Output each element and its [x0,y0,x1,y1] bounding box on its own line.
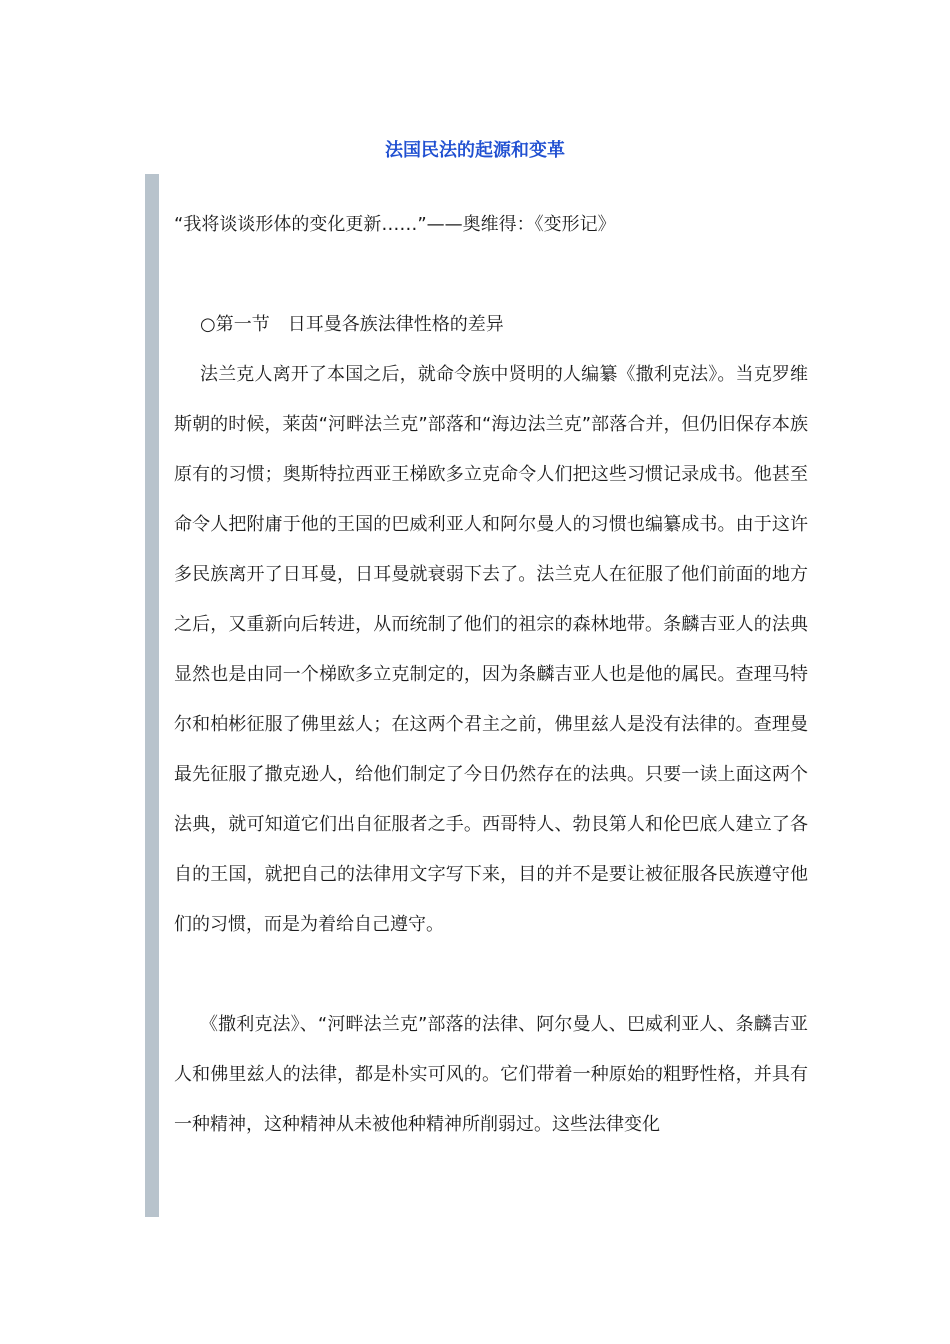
blockquote-bar [145,174,159,1217]
paragraph: 《撒利克法》、“河畔法兰克”部落的法律、阿尔曼人、巴威利亚人、条麟吉亚人和佛里兹人的法律，都是朴实可风的。它们带着一种原始的粗野性格，并具有一种精神，这种精神从未被他种精神所削弱过。这些法律变化 [174,1014,808,1135]
page-title: 法国民法的起源和变革 [385,140,565,161]
section-heading: ○第一节 日耳曼各族法律性格的差异 [200,314,504,335]
paragraph: 法兰克人离开了本国之后，就命令族中贤明的人编纂《撒利克法》。当克罗维斯朝的时候，莱茵“河畔法兰克”部落和“海边法兰克”部落合并，但仍旧保存本族原有的习惯；奥斯特拉西亚王梯欧多立克命令人们把这些习惯记录成书。他甚至命令人把附庸于他的王国的巴威利亚人和阿尔曼人的习惯也编纂成书。由于这许多民族离开了日耳曼，日耳曼就衰弱下去了。法兰克人在征服了他们前面的地方之后，又重新向后转进，从而统制了他们的祖宗的森林地带。条麟吉亚人的法典显然也是由同一个梯欧多立克制定的，因为条麟吉亚人也是他的属民。查理马特尔和柏彬征服了佛里兹人；在这两个君主之前，佛里兹人是没有法律的。查理曼最先征服了撒克逊人，给他们制定了今日仍然存在的法典。只要一读上面这两个法典，就可知道它们出自征服者之手。西哥特人、勃艮第人和伦巴底人建立了各自的王国，就把自己的法律用文字写下来，目的并不是要让被征服各民族遵守他们的习惯，而是为着给自己遵守。 [174,364,808,935]
epigraph: “我将谈谈形体的变化更新……”——奥维得：《变形记》 [174,214,616,235]
document-body [174,200,808,1150]
